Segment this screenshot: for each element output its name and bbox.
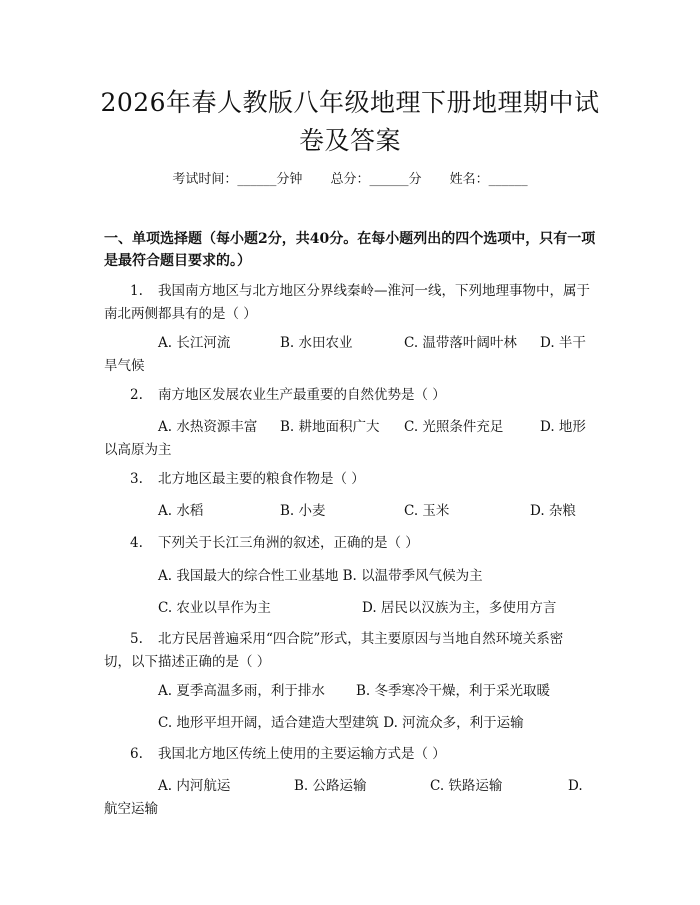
question-stem-cont: 切，以下描述正确的是（ ）: [104, 654, 271, 670]
option-c: C. 农业以旱作为主: [158, 600, 271, 616]
question-number: 5.: [130, 631, 143, 647]
option-d: D.: [568, 778, 583, 794]
option-c: C. 光照条件充足: [404, 419, 504, 435]
question-6-options: [104, 775, 601, 821]
question-5: [104, 628, 601, 674]
option-cd: C. 地形平坦开阔，适合建造大型建筑 D. 河流众多，利于运输: [158, 715, 524, 731]
option-c: C. 铁路运输: [430, 778, 503, 794]
option-b: B. 公路运输: [294, 778, 367, 794]
page-title: [60, 84, 640, 160]
question-number: 4.: [130, 535, 143, 551]
option-d-cont: 旱气候: [104, 358, 145, 374]
option-d: D. 居民以汉族为主，多使用方言: [362, 600, 557, 616]
question-2-options: [104, 416, 601, 462]
question-5-options: [104, 680, 601, 735]
option-a: A. 水热资源丰富: [158, 419, 258, 435]
option-b: B. 水田农业: [280, 335, 353, 351]
exam-name: 姓名：______: [449, 172, 528, 187]
question-number: 1.: [130, 283, 143, 299]
option-d-cont: 以高原为主: [104, 442, 172, 458]
question-stem: 南方地区发展农业生产最重要的自然优势是（ ）: [158, 387, 446, 403]
question-stem: 我国南方地区与北方地区分界线秦岭—淮河一线，下列地理事物中，属于: [158, 283, 590, 299]
exam-time: 考试时间：______分钟: [172, 172, 303, 187]
question-stem: 我国北方地区传统上使用的主要运输方式是（ ）: [158, 746, 446, 762]
option-d: D. 地形: [540, 419, 586, 435]
option-a: A. 水稻: [158, 503, 204, 519]
exam-score: 总分：______分: [330, 172, 422, 187]
question-number: 2.: [130, 387, 143, 403]
option-b: B. 冬季寒冷干燥，利于采光取暖: [356, 683, 551, 699]
section-heading: [104, 228, 604, 272]
option-b: B. 小麦: [280, 503, 326, 519]
option-ab: A. 我国最大的综合性工业基地 B. 以温带季风气候为主: [158, 568, 483, 584]
question-number: 6.: [130, 746, 143, 762]
section-heading-line-2: 是最符合题目要求的。）: [104, 253, 251, 269]
title-line-2: 卷及答案: [298, 126, 401, 155]
question-1: [104, 280, 601, 326]
title-line-1: 2026年春人教版八年级地理下册地理期中试: [100, 88, 600, 117]
exam-info-line: [0, 168, 700, 187]
option-c: C. 玉米: [404, 503, 450, 519]
option-a: A. 内河航运: [158, 778, 231, 794]
question-stem: 北方民居普遍采用“四合院”形式，其主要原因与当地自然环境关系密: [158, 631, 564, 647]
question-stem-cont: 南北两侧都具有的是（ ）: [104, 306, 257, 322]
section-heading-line-1: 一、单项选择题（每小题2分，共40分。在每小题列出的四个选项中，只有一项: [104, 231, 596, 247]
question-3-options: [104, 500, 601, 523]
question-2: [104, 384, 601, 407]
option-c: C. 温带落叶阔叶林: [404, 335, 517, 351]
question-number: 3.: [130, 471, 143, 487]
option-b: B. 耕地面积广大: [280, 419, 380, 435]
option-a: A. 长江河流: [158, 335, 231, 351]
question-stem: 北方地区最主要的粮食作物是（ ）: [158, 471, 365, 487]
question-3: [104, 468, 601, 491]
option-d: D. 杂粮: [530, 503, 576, 519]
option-a: A. 夏季高温多雨，利于排水: [158, 683, 325, 699]
question-stem: 下列关于长江三角洲的叙述，正确的是（ ）: [158, 535, 419, 551]
question-4-options: [104, 565, 601, 620]
option-d: D. 半干: [540, 335, 586, 351]
question-4: [104, 532, 601, 555]
option-d-cont: 航空运输: [104, 801, 158, 817]
question-1-options: [104, 332, 601, 378]
question-6: [104, 743, 601, 766]
